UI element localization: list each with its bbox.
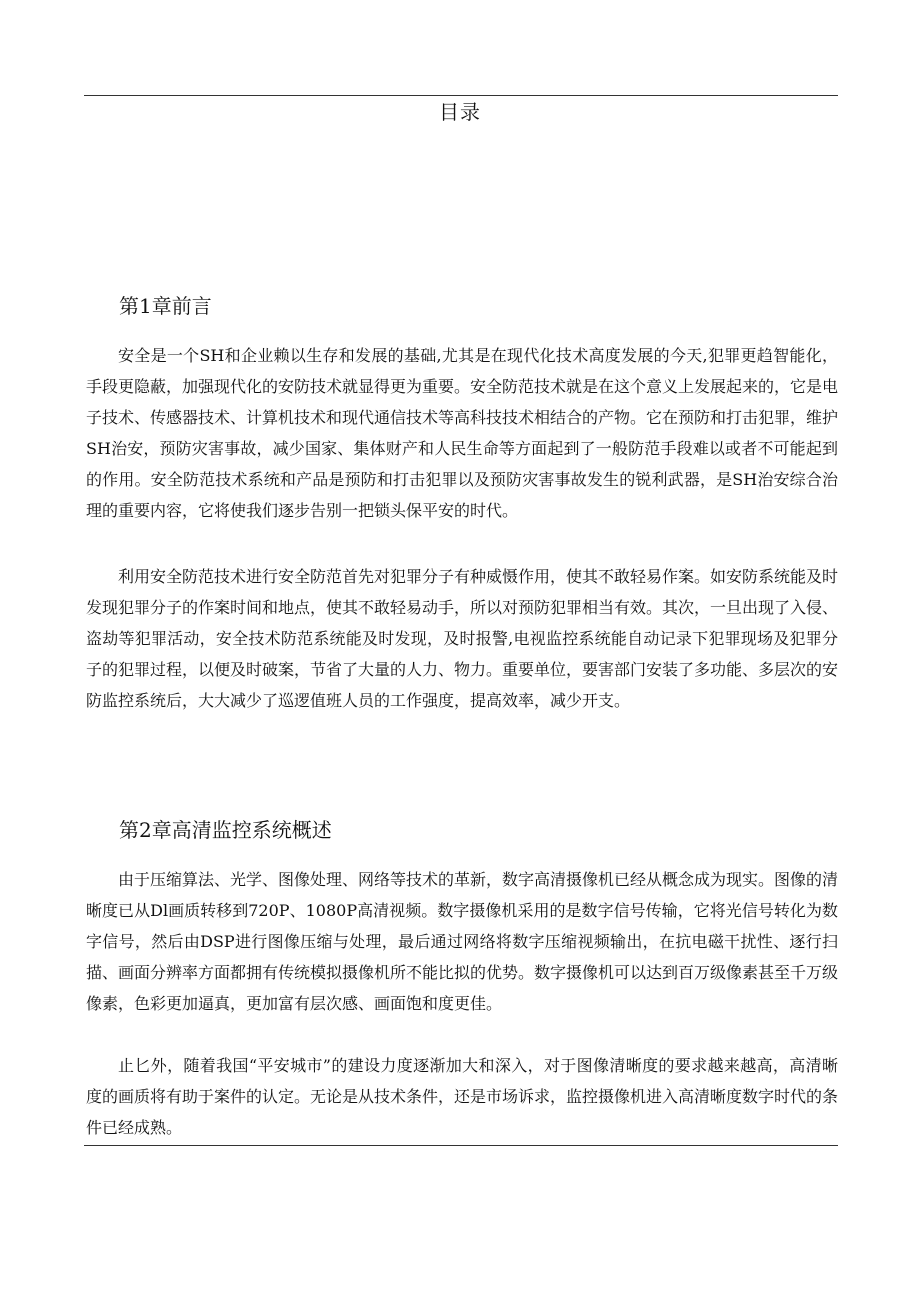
chapter-2-paragraph-2: 止匕外，随着我国“平安城市”的建设力度逐渐加大和深入，对于图像清晰度的要求越来越高，高清晰度的画质将有助于案件的认定。无论是从技术条件，还是市场诉求，监控摄像机进入高清晰度数字时代的条件已经成熟。 [86,1056,839,1137]
chapter-1-paragraph-1: 安全是一个SH和企业赖以生存和发展的基础,尤其是在现代化技术高度发展的今天,犯罪更趋智能化，手段更隐蔽，加强现代化的安防技术就显得更为重要。安全防范技术就是在这个意义上发展起来的，它是电子技术、传感器技术、计算机技术和现代通信技术等高科技技术相结合的产物。它在预防和打击犯罪，维护SH治安，预防灾害事故，减少国家、集体财产和人民生命等方面起到了一般防范手段难以或者不可能起到的作用。安全防范技术系统和产品是预防和打击犯罪以及预防灾害事故发生的锐利武器，是SH治安综合治理的重要内容，它将使我们逐步告别一把锁头保平安的时代。 [86,346,839,520]
footer-rule [84,1145,838,1146]
page-title: 目录 [439,100,481,124]
chapter-1-paragraph-2: 利用安全防范技术进行安全防范首先对犯罪分子有种威慑作用，使其不敢轻易作案。如安防系统能及时发现犯罪分子的作案时间和地点，使其不敢轻易动手，所以对预防犯罪相当有效。其次，一旦出现了入侵、盗劫等犯罪活动，安全技术防范系统能及时发现，及时报警,电视监控系统能自动记录下犯罪现场及犯罪分子的犯罪过程，以便及时破案，节省了大量的人力、物力。重要单位，要害部门安装了多功能、多层次的安防监控系统后，大大减少了巡逻值班人员的工作强度，提高效率，减少开支。 [86,567,839,710]
header-rule [84,95,838,96]
chapter-1-heading: 第1章前言 [119,294,212,318]
chapter-2-paragraph-1: 由于压缩算法、光学、图像处理、网络等技术的革新，数字高清摄像机已经从概念成为现实。图像的清晰度已从Dl画质转移到720P、1080P高清视频。数字摄像机采用的是数字信号传输，它将光信号转化为数字信号，然后由DSP进行图像压缩与处理，最后通过网络将数字压缩视频输出，在抗电磁干扰性、逐行扫描、画面分辨率方面都拥有传统模拟摄像机所不能比拟的优势。数字摄像机可以达到百万级像素甚至千万级像素，色彩更加逼真，更加富有层次感、画面饱和度更佳。 [86,870,839,1013]
chapter-2-heading: 第2章高清监控系统概述 [119,818,332,842]
